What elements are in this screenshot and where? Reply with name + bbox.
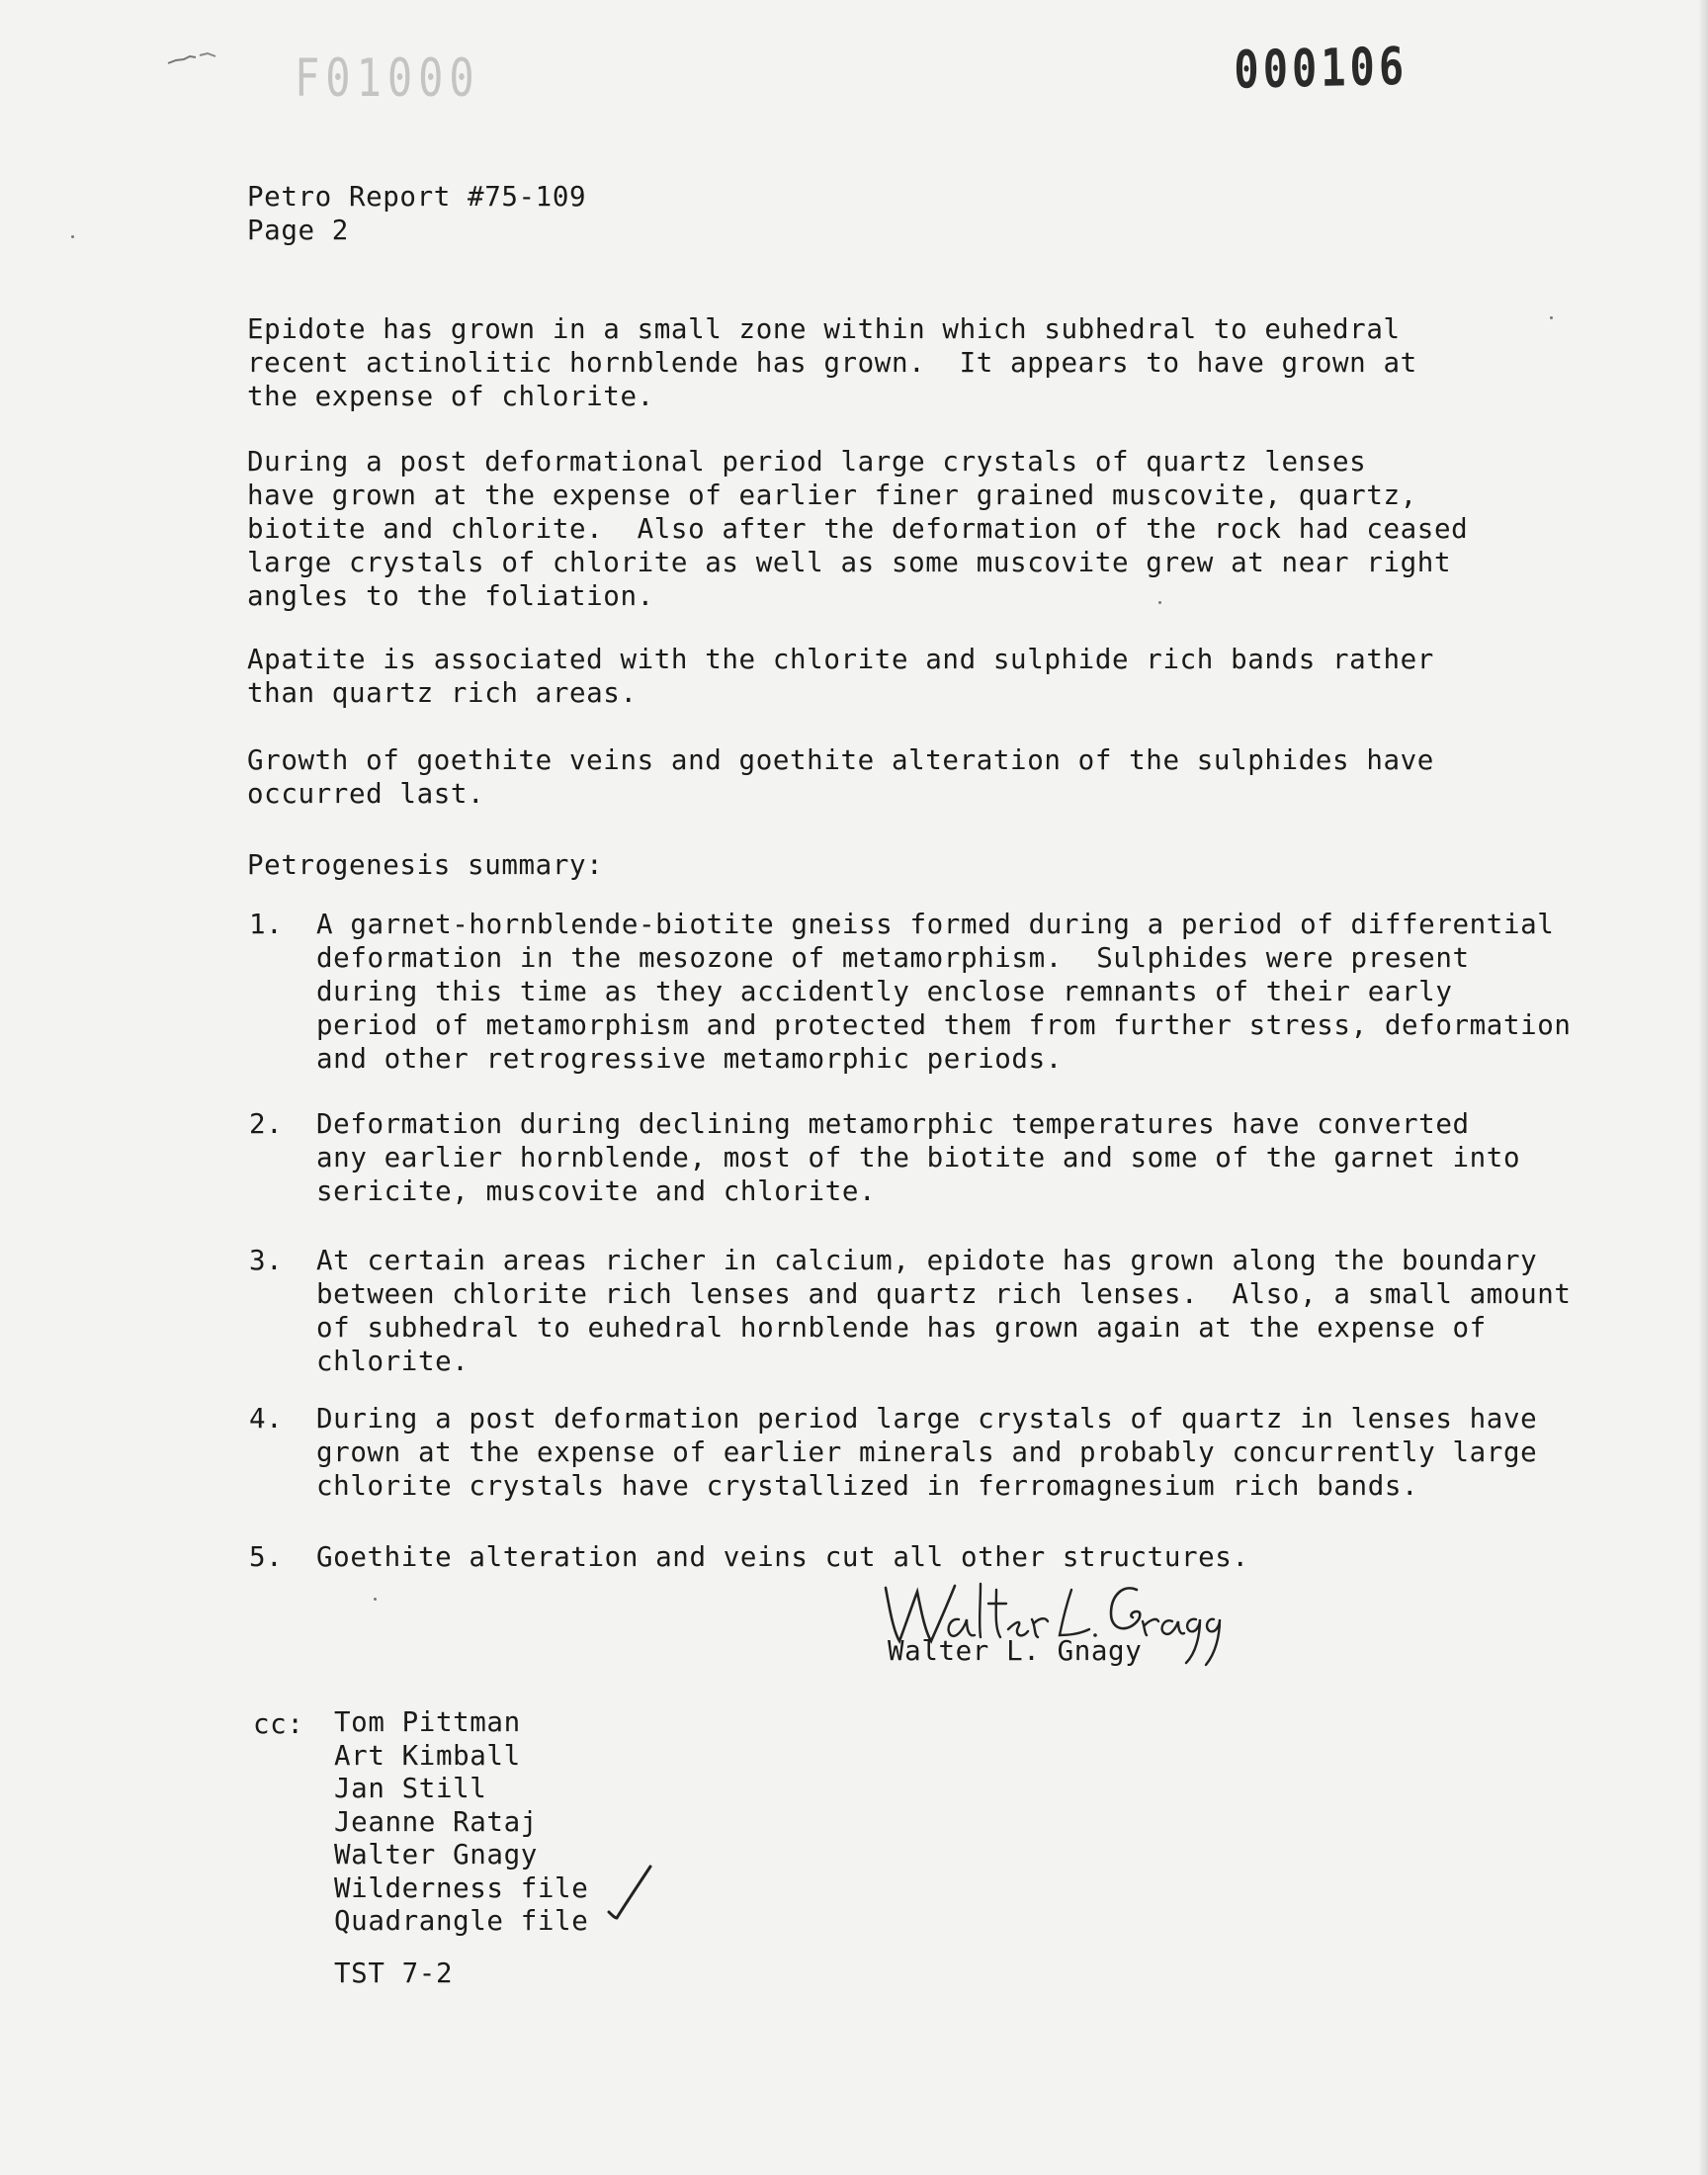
- summary-item-number: 5.: [249, 1541, 284, 1573]
- page-stamp-number: 000106: [1234, 36, 1409, 101]
- summary-item-number: 4.: [249, 1403, 284, 1435]
- scan-speck: [374, 1598, 377, 1601]
- summary-item-text: At certain areas richer in calcium, epidote has grown along the boundary between chlorite rich lenses and quartz rich lenses. Also, a small amount of subhedral to euhedral hornblende has grown again at the expense of chlorite.: [316, 1245, 1572, 1377]
- report-title: Petro Report #75-109: [247, 181, 587, 213]
- paragraph-apatite: Apatite is associated with the chlorite and sulphide rich bands rather than quartz rich areas.: [247, 644, 1434, 709]
- summary-item-text: During a post deformation period large crystals of quartz in lenses have grown at the expense of earlier minerals and probably concurrently large chlorite crystals have crystallized in ferromagnesium rich bands.: [316, 1403, 1538, 1502]
- faded-stamp-number: F01000: [295, 47, 480, 109]
- cc-recipient: Wilderness file: [334, 1871, 589, 1904]
- ink-speck-mark: [166, 51, 219, 65]
- cc-recipient: Walter Gnagy: [334, 1839, 538, 1870]
- summary-heading: Petrogenesis summary:: [247, 849, 604, 881]
- page-label: Page 2: [247, 215, 349, 246]
- cc-recipient: Tom Pittman: [334, 1706, 521, 1738]
- scan-speck: [71, 235, 74, 238]
- paragraph-goethite: Growth of goethite veins and goethite alteration of the sulphides have occurred last.: [247, 744, 1434, 810]
- summary-item-text: Deformation during declining metamorphic temperatures have converted any earlier hornblende, most of the biotite and some of the garnet into sericite, muscovite and chlorite.: [316, 1108, 1521, 1207]
- cc-recipient-list: [334, 1706, 588, 1939]
- summary-item-text: A garnet-hornblende-biotite gneiss formed during a period of differential deformation in the mesozone of metamorphism. Sulphides were present during this time as they accidently enclose remnants of their early period of metamorphism and protected them from further stress, deformation and other retrogressive metamorphic periods.: [316, 909, 1572, 1075]
- signer-name: Walter L. Gnagy: [888, 1635, 1143, 1667]
- summary-item-number: 2.: [249, 1108, 284, 1140]
- cc-recipient: Jan Still: [334, 1773, 487, 1804]
- cc-recipient: Quadrangle file: [334, 1905, 589, 1937]
- cc-label: cc:: [253, 1708, 304, 1740]
- summary-item-number: 1.: [249, 909, 284, 940]
- paragraph-epidote: Epidote has grown in a small zone within which subhedral to euhedral recent actinolitic hornblende has grown. It appears to have grown at the expense of chlorite.: [247, 313, 1417, 412]
- report-header: [247, 180, 586, 247]
- cc-recipient: Jeanne Rataj: [334, 1805, 538, 1838]
- scan-speck: [1158, 601, 1161, 604]
- cc-recipient: Art Kimball: [334, 1739, 521, 1772]
- summary-item-text: Goethite alteration and veins cut all other structures.: [316, 1541, 1249, 1573]
- document-code: TST 7-2: [334, 1958, 454, 1989]
- paragraph-post-deformational: During a post deformational period large crystals of quartz lenses have grown at the expense of earlier finer grained muscovite, quartz, biotite and chlorite. Also after the deformation of the rock had ceased large crystals of chlorite as well as some muscovite grew at near right angles to the foliation.: [247, 446, 1469, 612]
- summary-item-number: 3.: [249, 1245, 284, 1276]
- scan-speck: [1550, 316, 1553, 319]
- checkmark-icon: [605, 1863, 654, 1922]
